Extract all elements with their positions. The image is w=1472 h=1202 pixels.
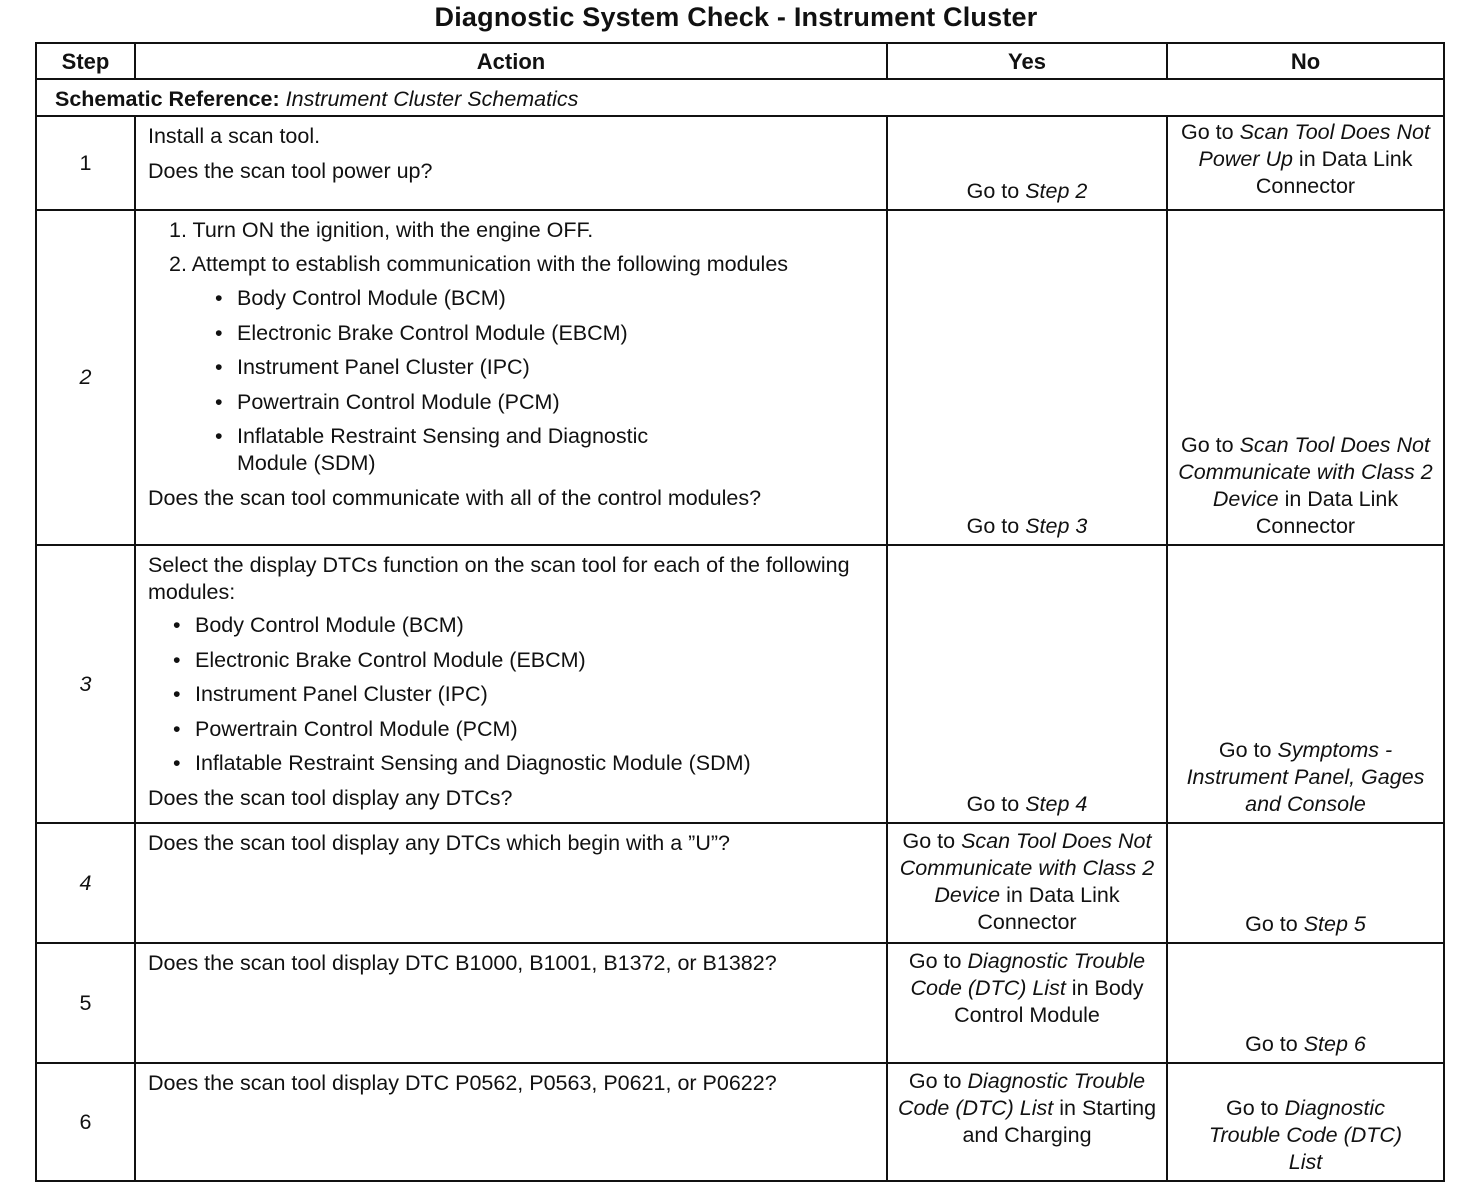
list-item: • Instrument Panel Cluster (IPC) bbox=[237, 354, 874, 381]
yes-prefix: Go to bbox=[902, 829, 962, 853]
action-question: Does the scan tool power up? bbox=[148, 159, 433, 183]
schematic-row bbox=[36, 79, 1444, 116]
yes-link[interactable]: Diagnostic Trouble Code (DTC) List bbox=[897, 1069, 1146, 1120]
yes-prefix: Go to bbox=[908, 1069, 968, 1093]
yes-cell bbox=[887, 210, 1167, 545]
yes-prefix: Go to bbox=[908, 949, 968, 973]
no-link[interactable]: Step 5 bbox=[1303, 912, 1366, 936]
yes-link[interactable]: Scan Tool Does Not Communicate with Class 2 Device bbox=[899, 829, 1155, 907]
header-no: No bbox=[1167, 43, 1444, 79]
yes-link[interactable]: Step 3 bbox=[1025, 514, 1088, 538]
table-row bbox=[36, 943, 1444, 1063]
no-cell bbox=[1167, 210, 1444, 545]
page-title: Diagnostic System Check - Instrument Cluster bbox=[434, 2, 1038, 32]
yes-prefix: Go to bbox=[966, 792, 1026, 816]
step-number: 4 bbox=[36, 823, 135, 943]
action-cell bbox=[135, 210, 887, 545]
no-cell bbox=[1167, 943, 1444, 1063]
action-cell bbox=[135, 1063, 887, 1181]
table-row bbox=[36, 116, 1444, 210]
header-row bbox=[36, 43, 1444, 79]
yes-link[interactable]: Step 2 bbox=[1025, 179, 1088, 203]
header-action: Action bbox=[135, 43, 887, 79]
list-item: • Instrument Panel Cluster (IPC) bbox=[195, 681, 874, 708]
yes-cell bbox=[887, 823, 1167, 943]
no-link[interactable]: Step 6 bbox=[1303, 1032, 1366, 1056]
list-item: • Electronic Brake Control Module (EBCM) bbox=[195, 647, 874, 674]
numbered-item: 2. Attempt to establish communication with the following modules bbox=[169, 252, 789, 276]
no-suffix: in Data Link Connector bbox=[1255, 147, 1413, 198]
no-link[interactable]: Scan Tool Does Not Communicate with Class 2 Device bbox=[1178, 433, 1433, 511]
schematic-link[interactable]: Instrument Cluster Schematics bbox=[285, 87, 579, 111]
no-prefix: Go to bbox=[1245, 912, 1304, 936]
no-prefix: Go to bbox=[1181, 120, 1240, 144]
list-item: • Inflatable Restraint Sensing and Diagnostic Module (SDM) bbox=[237, 423, 874, 477]
action-cell bbox=[135, 943, 887, 1063]
no-prefix: Go to bbox=[1181, 433, 1240, 457]
list-item: • Inflatable Restraint Sensing and Diagnostic Module (SDM) bbox=[195, 750, 874, 777]
no-cell bbox=[1167, 1063, 1444, 1181]
table-row bbox=[36, 210, 1444, 545]
list-item: • Body Control Module (BCM) bbox=[195, 612, 874, 639]
module-list bbox=[148, 285, 874, 477]
header-step: Step bbox=[36, 43, 135, 79]
schematic-label: Schematic Reference: bbox=[55, 87, 280, 111]
yes-suffix: in Starting and Charging bbox=[962, 1096, 1157, 1147]
yes-cell bbox=[887, 545, 1167, 823]
step-number: 1 bbox=[36, 116, 135, 210]
action-text: Install a scan tool. bbox=[148, 124, 321, 148]
table-row bbox=[36, 1063, 1444, 1181]
yes-cell bbox=[887, 116, 1167, 210]
yes-link[interactable]: Step 4 bbox=[1025, 792, 1088, 816]
no-link[interactable]: Diagnostic Trouble Code (DTC) List bbox=[1208, 1096, 1403, 1174]
no-cell bbox=[1167, 116, 1444, 210]
list-item: • Powertrain Control Module (PCM) bbox=[195, 716, 874, 743]
yes-suffix: in Data Link Connector bbox=[977, 883, 1120, 934]
action-cell bbox=[135, 116, 887, 210]
yes-cell bbox=[887, 1063, 1167, 1181]
diagnostic-table bbox=[35, 42, 1445, 1182]
action-question: Does the scan tool display any DTCs? bbox=[148, 785, 513, 810]
yes-cell bbox=[887, 943, 1167, 1063]
action-question: Does the scan tool display DTC P0562, P0563, P0621, or P0622? bbox=[148, 1071, 777, 1095]
numbered-list bbox=[148, 217, 874, 278]
action-cell bbox=[135, 823, 887, 943]
no-cell bbox=[1167, 823, 1444, 943]
numbered-item: 1. Turn ON the ignition, with the engine OFF. bbox=[169, 218, 594, 242]
yes-link[interactable]: Diagnostic Trouble Code (DTC) List bbox=[910, 949, 1146, 1000]
list-item: • Powertrain Control Module (PCM) bbox=[237, 389, 874, 416]
step-number: 6 bbox=[36, 1063, 135, 1181]
table-row bbox=[36, 545, 1444, 823]
step-number: 5 bbox=[36, 943, 135, 1063]
action-text: Select the display DTCs function on the scan tool for each of the following modules: bbox=[148, 553, 850, 604]
action-cell bbox=[135, 545, 887, 823]
module-list bbox=[148, 612, 874, 777]
schematic-reference bbox=[36, 79, 1444, 116]
yes-suffix: in Body Control Module bbox=[954, 976, 1144, 1027]
no-link[interactable]: Symptoms - Instrument Panel, Gages and Console bbox=[1186, 738, 1425, 816]
no-link[interactable]: Scan Tool Does Not Power Up bbox=[1198, 120, 1430, 171]
no-prefix: Go to bbox=[1226, 1096, 1285, 1120]
action-question: Does the scan tool display DTC B1000, B1001, B1372, or B1382? bbox=[148, 951, 777, 975]
no-cell bbox=[1167, 545, 1444, 823]
no-prefix: Go to bbox=[1218, 738, 1278, 762]
header-yes: Yes bbox=[887, 43, 1167, 79]
no-suffix: in Data Link Connector bbox=[1255, 487, 1399, 538]
no-prefix: Go to bbox=[1245, 1032, 1304, 1056]
yes-prefix: Go to bbox=[966, 179, 1026, 203]
table-row bbox=[36, 823, 1444, 943]
action-question: Does the scan tool display any DTCs which begin with a ”U”? bbox=[148, 831, 730, 855]
step-number: 2 bbox=[36, 210, 135, 545]
step-number: 3 bbox=[36, 545, 135, 823]
action-question: Does the scan tool communicate with all of the control modules? bbox=[148, 485, 762, 510]
yes-prefix: Go to bbox=[966, 514, 1026, 538]
list-item: • Electronic Brake Control Module (EBCM) bbox=[237, 320, 874, 347]
list-item: • Body Control Module (BCM) bbox=[237, 285, 874, 312]
